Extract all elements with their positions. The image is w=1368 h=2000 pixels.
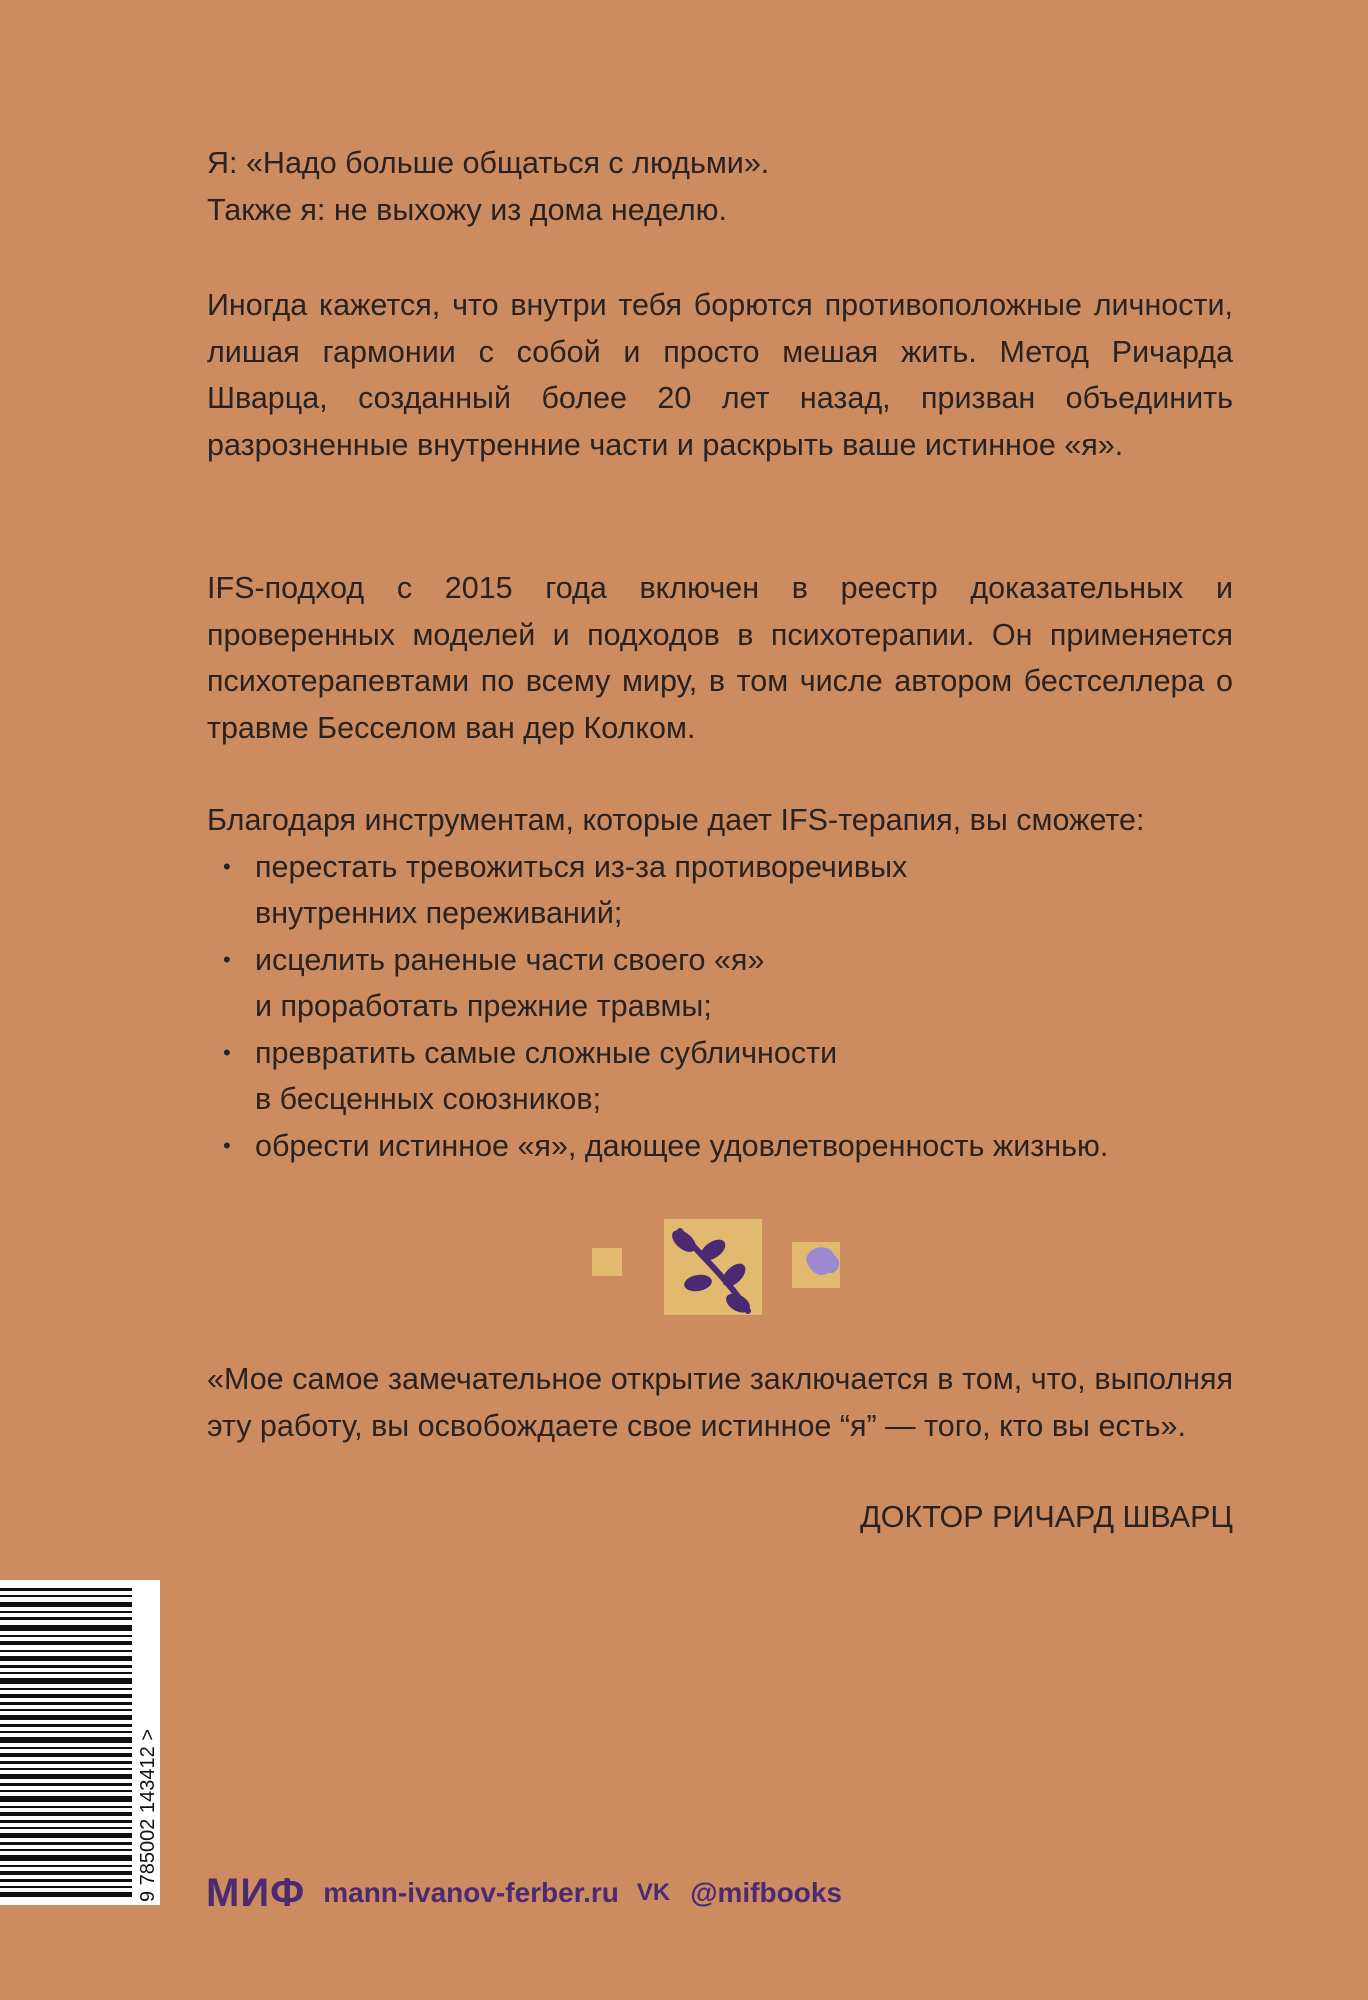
paragraph-1: Иногда кажется, что внутри тебя борются противоположные личности, лишая гармонии с собой и просто мешая жить. Метод Ричарда Шварца, созданный более 20 лет назад, призван объединить разрозненные внутренние части и раскрыть ваше истинное «я». <box>207 288 1233 462</box>
list-intro: Благодаря инструментам, которые дает IFS-терапия, вы сможете: <box>207 803 1145 837</box>
list-item-line-2: в бесценных союзников; <box>255 1082 602 1116</box>
bullet-icon: • <box>223 946 231 972</box>
barcode-icon <box>0 1580 160 1905</box>
bullet-icon: • <box>223 1132 231 1158</box>
intro-line-2: Также я: не выхожу из дома неделю. <box>207 192 727 227</box>
benefits-list <box>207 844 1233 1170</box>
isbn-barcode <box>0 1580 160 1905</box>
isbn-digits: 9 785002 143412 > <box>137 1729 159 1902</box>
paragraph-2: IFS-подход с 2015 года включен в реестр доказательных и проверенных моделей и подходов в психотерапии. Он применяется психотерапевтами по всему миру, в том числе автором бестселлера о травме Бесселом ван дер Колком. <box>207 571 1233 745</box>
list-item-line-1: исцелить раненые части своего «я» <box>255 942 765 977</box>
quote-block <box>207 1356 1233 1449</box>
list-item-line-1: перестать тревожиться из-за противоречивых <box>255 849 908 884</box>
bullet-icon: • <box>223 1039 231 1065</box>
publisher-logo: МИФ <box>206 1870 306 1915</box>
bullet-icon: • <box>223 853 231 879</box>
list-item <box>207 937 1233 1030</box>
list-item-line-1: превратить самые сложные субличности <box>255 1035 838 1070</box>
list-item-line-1: обрести истинное «я», дающее удовлетворенность жизнью. <box>255 1128 1109 1163</box>
quote-author: ДОКТОР РИЧАРД ШВАРЦ <box>860 1500 1233 1534</box>
paragraph-1-block <box>207 282 1233 468</box>
list-item <box>207 1123 1233 1170</box>
leaf-ornament-icon <box>588 1215 848 1335</box>
vk-icon: VK <box>636 1879 671 1906</box>
paragraph-2-block <box>207 565 1233 751</box>
benefits-block <box>207 797 1233 1169</box>
publisher-footer <box>206 1868 842 1918</box>
quote-text: «Мое самое замечательное открытие заключается в том, что, выполняя эту работу, вы освобождаете свое истинное “я” — того, кто вы есть». <box>207 1362 1233 1443</box>
intro-line-1: Я: «Надо больше общаться с людьми». <box>207 146 770 180</box>
list-item <box>207 1030 1233 1123</box>
social-handle[interactable]: @mifbooks <box>690 1877 842 1908</box>
list-item-line-2: внутренних переживаний; <box>255 896 623 930</box>
list-item <box>207 844 1233 937</box>
intro-block <box>207 140 1233 233</box>
list-item-line-2: и проработать прежние травмы; <box>255 989 712 1023</box>
publisher-website[interactable]: mann-ivanov-ferber.ru <box>323 1877 619 1908</box>
